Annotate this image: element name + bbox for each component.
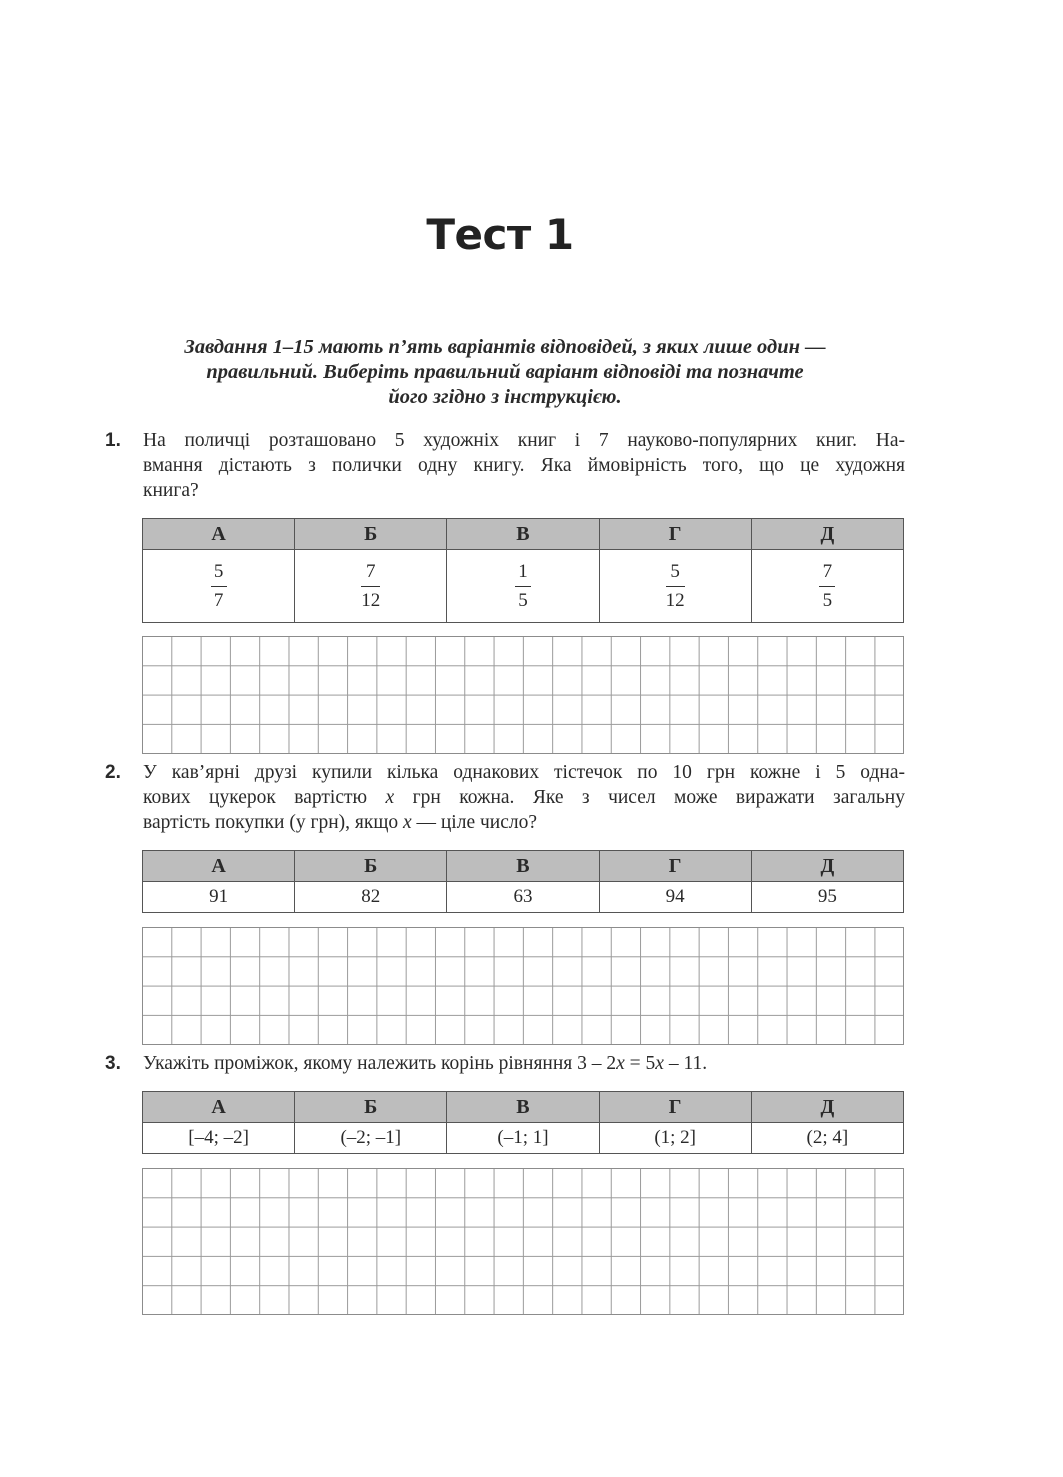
- text-fragment: — ціле число?: [411, 812, 538, 833]
- text-fragment: грн кожна. Яке з чисел може виражати загальну: [394, 787, 905, 808]
- fraction-bar: [361, 586, 380, 587]
- option-a: [–4; –2]: [143, 1123, 295, 1154]
- option-header-b: Б: [295, 851, 447, 882]
- page-title: Тест 1: [426, 210, 574, 259]
- question-number: 3.: [105, 1053, 121, 1074]
- option-header-v: В: [447, 1092, 599, 1123]
- instructions-line: його згідно з інструкцією.: [388, 386, 622, 408]
- fraction: [361, 560, 380, 613]
- option-a: [143, 550, 295, 623]
- fraction-bar: [211, 586, 227, 587]
- text-fragment: – 11.: [663, 1053, 708, 1074]
- scratch-grid-2: [142, 927, 904, 1045]
- instructions-line: правильний. Виберіть правильний варіант відповіді та позначте: [206, 361, 804, 383]
- text-fragment: = 5: [624, 1053, 656, 1074]
- answer-options-table-2: [142, 850, 904, 913]
- option-header-v: В: [447, 519, 599, 550]
- option-a: 91: [143, 882, 295, 913]
- fraction: [819, 560, 835, 613]
- text-fragment: Укажіть проміжок, якому належить корінь рівняння 3 – 2: [143, 1053, 617, 1074]
- option-header-b: Б: [295, 1092, 447, 1123]
- instructions-line: Завдання 1–15 мають п’ять варіантів відповідей, з яких лише один —: [184, 336, 826, 358]
- option-header-v: В: [447, 851, 599, 882]
- option-d: (2; 4]: [751, 1123, 903, 1154]
- question-number: 2.: [105, 762, 121, 783]
- option-v: 63: [447, 882, 599, 913]
- denominator: 7: [213, 589, 224, 611]
- option-header-g: Г: [599, 851, 751, 882]
- question-line: На поличці розташовано 5 художніх книг і 7 науково-популярних книг. На-: [143, 430, 905, 451]
- option-header-b: Б: [295, 519, 447, 550]
- option-v: (–1; 1]: [447, 1123, 599, 1154]
- denominator: 5: [518, 589, 528, 611]
- option-header-g: Г: [599, 519, 751, 550]
- answer-options-table-1: [142, 518, 904, 623]
- option-b: (–2; –1]: [295, 1123, 447, 1154]
- option-header-d: Д: [751, 851, 903, 882]
- variable-x: x: [655, 1053, 664, 1074]
- question-line: книга?: [143, 480, 199, 501]
- instructions: [90, 335, 920, 410]
- denominator: 12: [665, 589, 685, 611]
- option-header-a: А: [143, 1092, 295, 1123]
- option-b: 82: [295, 882, 447, 913]
- fraction-bar: [666, 586, 685, 587]
- numerator: 1: [518, 560, 528, 582]
- answer-options-table-3: [142, 1091, 904, 1154]
- question-text: [143, 428, 905, 503]
- question-line: [143, 785, 905, 810]
- text-fragment: вартість покупки (у грн), якщо: [143, 812, 403, 833]
- variable-x: x: [402, 812, 412, 833]
- question-line: [143, 1051, 905, 1076]
- option-d: [751, 550, 903, 623]
- variable-x: x: [616, 1053, 625, 1074]
- denominator: 5: [822, 589, 833, 611]
- option-header-a: А: [143, 519, 295, 550]
- option-g: (1; 2]: [599, 1123, 751, 1154]
- question-number: 1.: [105, 430, 121, 451]
- question-text: [143, 760, 905, 835]
- fraction-bar: [819, 586, 835, 587]
- option-d: 95: [751, 882, 903, 913]
- text-fragment: кових цукерок вартістю: [143, 787, 386, 808]
- question-line: У кав’ярні друзі купили кілька однакових тістечок по 10 грн кожне і 5 одна-: [143, 762, 905, 783]
- option-g: [599, 550, 751, 623]
- option-header-d: Д: [751, 519, 903, 550]
- numerator: 5: [213, 560, 224, 582]
- option-header-g: Г: [599, 1092, 751, 1123]
- fraction: [211, 560, 227, 613]
- fraction: [515, 560, 531, 613]
- scratch-grid-1: [142, 636, 904, 754]
- option-b: [295, 550, 447, 623]
- variable-x: x: [385, 787, 395, 808]
- denominator: 12: [361, 589, 381, 611]
- question-line: [143, 810, 905, 835]
- question-text: [143, 1051, 905, 1076]
- fraction-bar: [515, 586, 531, 587]
- fraction: [666, 560, 685, 613]
- question-line: вмання дістають з полички одну книгу. Яка ймовірність того, що це художня: [143, 455, 905, 476]
- option-header-a: А: [143, 851, 295, 882]
- option-v: [447, 550, 599, 623]
- option-g: 94: [599, 882, 751, 913]
- scratch-grid-3: [142, 1168, 904, 1315]
- numerator: 5: [670, 560, 680, 582]
- option-header-d: Д: [751, 1092, 903, 1123]
- numerator: 7: [366, 560, 376, 582]
- numerator: 7: [822, 560, 833, 582]
